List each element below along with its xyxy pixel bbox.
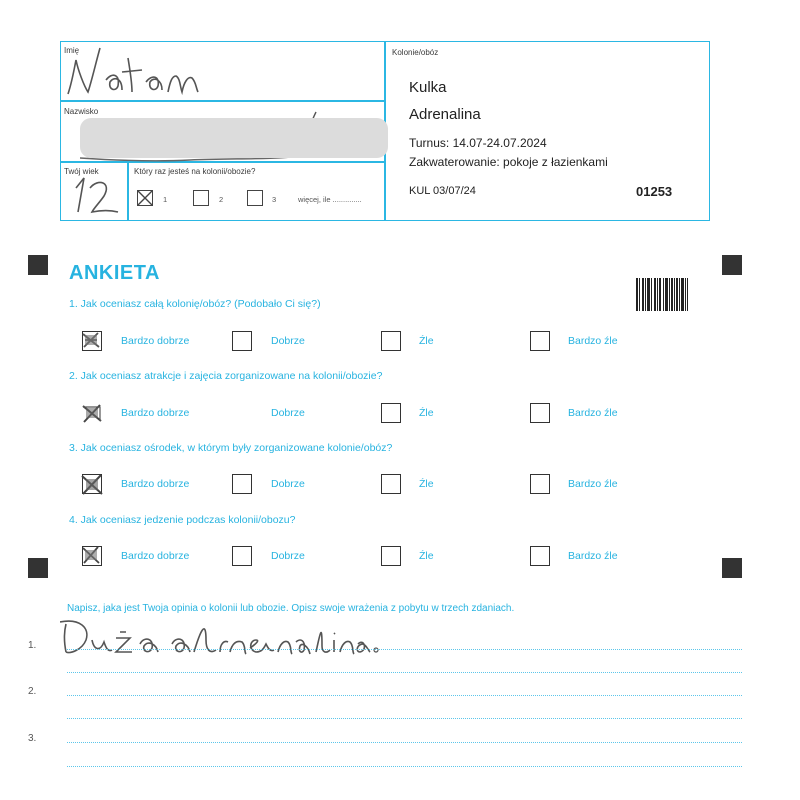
age-handwriting[interactable] bbox=[64, 168, 126, 218]
q2-option-dobrze: Dobrze bbox=[271, 407, 305, 419]
q2-checkbox-zle[interactable] bbox=[381, 403, 401, 423]
q4-option-bardzo-dobrze: Bardzo dobrze bbox=[121, 550, 190, 562]
camp-name-line1: Kulka bbox=[409, 79, 447, 96]
check-scribble-icon bbox=[81, 330, 101, 350]
question-3: 3. Jak oceniasz ośrodek, w którym były zorganizowane kolonie/obóz? bbox=[69, 442, 393, 454]
times-option-2: 2 bbox=[219, 195, 224, 204]
times-option-1: 1 bbox=[163, 195, 168, 204]
check-x-icon bbox=[137, 190, 153, 206]
q1-option-zle: Źle bbox=[419, 335, 434, 347]
line-number-1: 1. bbox=[28, 640, 37, 651]
registration-mark bbox=[28, 255, 48, 275]
form-number: 01253 bbox=[636, 184, 673, 199]
q1-checkbox-dobrze[interactable] bbox=[232, 331, 252, 351]
q2-checkbox-bardzo-dobrze[interactable] bbox=[82, 403, 102, 423]
q3-checkbox-bardzo-zle[interactable] bbox=[530, 474, 550, 494]
turnus-text: Turnus: 14.07-24.07.2024 bbox=[409, 136, 547, 150]
line-number-2: 2. bbox=[28, 686, 37, 697]
times-option-3: 3 bbox=[272, 195, 277, 204]
opinion-dotted-line bbox=[67, 649, 742, 650]
header-divider bbox=[127, 161, 129, 221]
times-more-field[interactable]: więcej, ile .............. bbox=[298, 195, 362, 204]
line-number-3: 3. bbox=[28, 733, 37, 744]
question-4: 4. Jak oceniasz jedzenie podczas kolonii/obozu? bbox=[69, 514, 296, 526]
q3-option-bardzo-zle: Bardzo źle bbox=[568, 478, 618, 490]
camp-code: KUL 03/07/24 bbox=[409, 185, 476, 197]
survey-title: ANKIETA bbox=[69, 262, 160, 284]
q1-option-bardzo-dobrze: Bardzo dobrze bbox=[121, 335, 190, 347]
q2-checkbox-bardzo-zle[interactable] bbox=[530, 403, 550, 423]
q2-option-zle: Źle bbox=[419, 407, 434, 419]
accommodation-text: Zakwaterowanie: pokoje z łazienkami bbox=[409, 155, 608, 169]
q4-option-bardzo-zle: Bardzo źle bbox=[568, 550, 618, 562]
check-scribble-icon bbox=[81, 545, 101, 565]
q4-checkbox-dobrze[interactable] bbox=[232, 546, 252, 566]
q1-checkbox-bardzo-zle[interactable] bbox=[530, 331, 550, 351]
barcode-icon bbox=[636, 278, 688, 311]
times-label: Który raz jesteś na kolonii/obozie? bbox=[134, 167, 256, 176]
redacted-surname bbox=[80, 118, 388, 158]
name-handwriting[interactable] bbox=[62, 40, 212, 102]
q1-checkbox-bardzo-dobrze[interactable] bbox=[82, 331, 102, 351]
q2-option-bardzo-zle: Bardzo źle bbox=[568, 407, 618, 419]
question-1: 1. Jak oceniasz całą kolonię/obóz? (Podobało Ci się?) bbox=[69, 298, 321, 310]
times-checkbox-3[interactable] bbox=[247, 190, 263, 206]
opinion-line-1-handwriting[interactable] bbox=[60, 610, 380, 660]
check-scribble-icon bbox=[80, 401, 104, 425]
opinion-dotted-line[interactable] bbox=[67, 742, 742, 743]
camp-label: Kolonie/obóz bbox=[392, 48, 439, 57]
check-scribble-icon bbox=[80, 472, 104, 496]
opinion-dotted-line[interactable] bbox=[67, 718, 742, 719]
registration-mark bbox=[28, 558, 48, 578]
q3-option-dobrze: Dobrze bbox=[271, 478, 305, 490]
age-label: Twój wiek bbox=[64, 167, 99, 176]
question-2: 2. Jak oceniasz atrakcje i zajęcia zorganizowane na kolonii/obozie? bbox=[69, 370, 383, 382]
q4-option-dobrze: Dobrze bbox=[271, 550, 305, 562]
q1-option-dobrze: Dobrze bbox=[271, 335, 305, 347]
q3-checkbox-zle[interactable] bbox=[381, 474, 401, 494]
q3-option-bardzo-dobrze: Bardzo dobrze bbox=[121, 478, 190, 490]
camp-name-line2: Adrenalina bbox=[409, 106, 481, 123]
q1-checkbox-zle[interactable] bbox=[381, 331, 401, 351]
q4-checkbox-zle[interactable] bbox=[381, 546, 401, 566]
opinion-dotted-line[interactable] bbox=[67, 695, 742, 696]
q3-checkbox-dobrze[interactable] bbox=[232, 474, 252, 494]
opinion-prompt: Napisz, jaka jest Twoja opinia o kolonii lub obozie. Opisz swoje wrażenia z pobytu w trzech zdaniach. bbox=[67, 603, 515, 614]
q4-option-zle: Źle bbox=[419, 550, 434, 562]
opinion-dotted-line bbox=[67, 672, 742, 673]
q3-option-zle: Źle bbox=[419, 478, 434, 490]
q2-option-bardzo-dobrze: Bardzo dobrze bbox=[121, 407, 190, 419]
registration-mark bbox=[722, 255, 742, 275]
times-checkbox-2[interactable] bbox=[193, 190, 209, 206]
times-checkbox-1[interactable] bbox=[137, 190, 153, 206]
q1-option-bardzo-zle: Bardzo źle bbox=[568, 335, 618, 347]
opinion-dotted-line[interactable] bbox=[67, 766, 742, 767]
surname-label: Nazwisko bbox=[64, 107, 99, 116]
q4-checkbox-bardzo-dobrze[interactable] bbox=[82, 546, 102, 566]
q4-checkbox-bardzo-zle[interactable] bbox=[530, 546, 550, 566]
name-label: Imię bbox=[64, 46, 80, 55]
registration-mark bbox=[722, 558, 742, 578]
q3-checkbox-bardzo-dobrze[interactable] bbox=[82, 474, 102, 494]
